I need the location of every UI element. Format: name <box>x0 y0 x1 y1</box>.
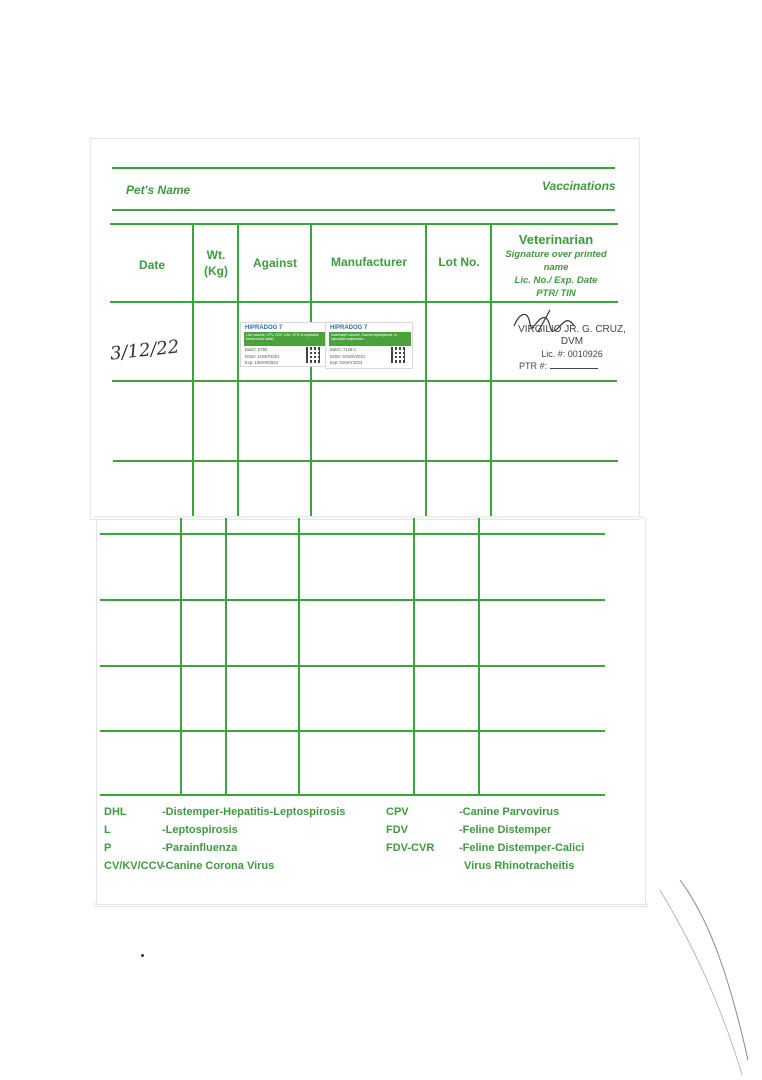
legend-desc: Virus Rhinotracheitis <box>464 860 575 872</box>
legend-code: FDV-CVR <box>386 842 435 854</box>
vaccinations-label: Vaccinations <box>542 179 616 193</box>
legend-left-descriptions <box>162 803 345 875</box>
legend-code: P <box>104 842 112 854</box>
table-rule <box>100 599 605 601</box>
table-rule <box>100 665 605 667</box>
vet-ptr <box>507 360 637 372</box>
legend-desc: -Leptospirosis <box>162 824 238 836</box>
vet-ptr-label: PTR #: <box>519 361 548 371</box>
legend-code: CPV <box>386 806 409 818</box>
table-rule <box>100 794 605 796</box>
table-rule <box>112 380 617 382</box>
legend-left-codes <box>104 803 164 875</box>
table-rule <box>110 301 618 303</box>
table-rule <box>100 730 605 732</box>
col-header-date: Date <box>138 258 165 272</box>
signature-icon <box>508 304 588 354</box>
col-header-lot-no: Lot No. <box>438 255 480 269</box>
sticker-batch: Batch: 7126-1 <box>330 347 357 352</box>
vaccine-sticker <box>325 322 413 369</box>
col-header-veterinarian <box>492 232 620 300</box>
vet-subtitle-signature: Signature over printed name <box>505 249 607 273</box>
table-col-divider <box>478 518 480 796</box>
sticker-description: Live vaccine, CPV, CDV, CAV, CPiV in injectable freeze-dried tablet <box>244 332 326 346</box>
legend-right-codes <box>386 803 434 875</box>
legend-desc: -Feline Distemper-Calici <box>459 842 585 854</box>
sticker-batch: Batch: 6760 <box>245 347 268 352</box>
page-back-edge <box>94 902 648 907</box>
legend-desc: -Feline Distemper <box>459 824 552 836</box>
vet-license: Lic. #: 0010926 <box>541 349 603 359</box>
sticker-brand: HIPRADOG 7 <box>330 325 368 331</box>
table-col-divider <box>413 518 415 796</box>
legend-desc: -Canine Parvovirus <box>459 806 560 818</box>
vet-title: Veterinarian <box>518 232 594 247</box>
legend-desc: -Canine Corona Virus <box>162 860 275 872</box>
legend-code <box>386 857 434 875</box>
handwritten-date: 3/12/22 <box>109 336 181 365</box>
legend-desc: -Distemper-Hepatitis-Leptospirosis <box>162 806 346 818</box>
vet-name: VIRGILIO JR. G. CRUZ, DVM <box>518 324 626 347</box>
header-rule-bottom <box>112 209 615 211</box>
scan-edge-lines <box>650 860 762 1080</box>
table-rule <box>100 533 605 535</box>
col-header-manufacturer: Manufacturer <box>330 255 407 269</box>
qr-code-icon <box>391 347 407 363</box>
pets-name-label: Pet's Name <box>126 183 191 197</box>
col-header-weight-line1: Wt. <box>206 248 226 262</box>
table-col-divider <box>180 518 182 796</box>
col-header-weight <box>194 248 238 278</box>
table-col-divider <box>225 518 227 796</box>
table-col-divider <box>298 518 300 796</box>
scan-speck <box>141 954 144 957</box>
sticker-dom: DOM: 02NOV2021 <box>330 353 366 359</box>
legend-code: L <box>104 824 111 836</box>
qr-code-icon <box>306 347 322 363</box>
header-rule-top <box>112 167 615 169</box>
page-fold <box>94 516 644 519</box>
vet-subtitle-ptr: PTR/ TIN <box>536 288 576 299</box>
sticker-dom: DOM: 14SEP2021 <box>245 353 280 359</box>
legend-desc: -Parainfluenza <box>162 842 238 854</box>
legend-code: CV/KV/CCV <box>104 860 164 872</box>
col-header-weight-line2: (Kg) <box>204 264 228 278</box>
sticker-exp: Exp: 13MAR2023 <box>245 360 278 366</box>
vaccine-sticker <box>240 322 328 367</box>
legend-code: DHL <box>104 806 127 818</box>
sticker-description: Inactivated vaccine, Canine leptospirosis, in injectable suspension <box>329 332 411 346</box>
sticker-exp: Exp: 01MAY2023 <box>330 360 363 366</box>
table-rule <box>113 460 618 462</box>
legend-code: FDV <box>386 824 408 836</box>
vet-subtitle-license: Lic. No./ Exp. Date <box>514 275 598 286</box>
sticker-brand: HIPRADOG 7 <box>245 325 283 331</box>
sticker-info <box>245 347 279 367</box>
sticker-info <box>330 347 365 367</box>
col-header-against: Against <box>252 256 297 270</box>
table-rule <box>110 223 618 225</box>
legend-right-descriptions <box>459 803 584 875</box>
